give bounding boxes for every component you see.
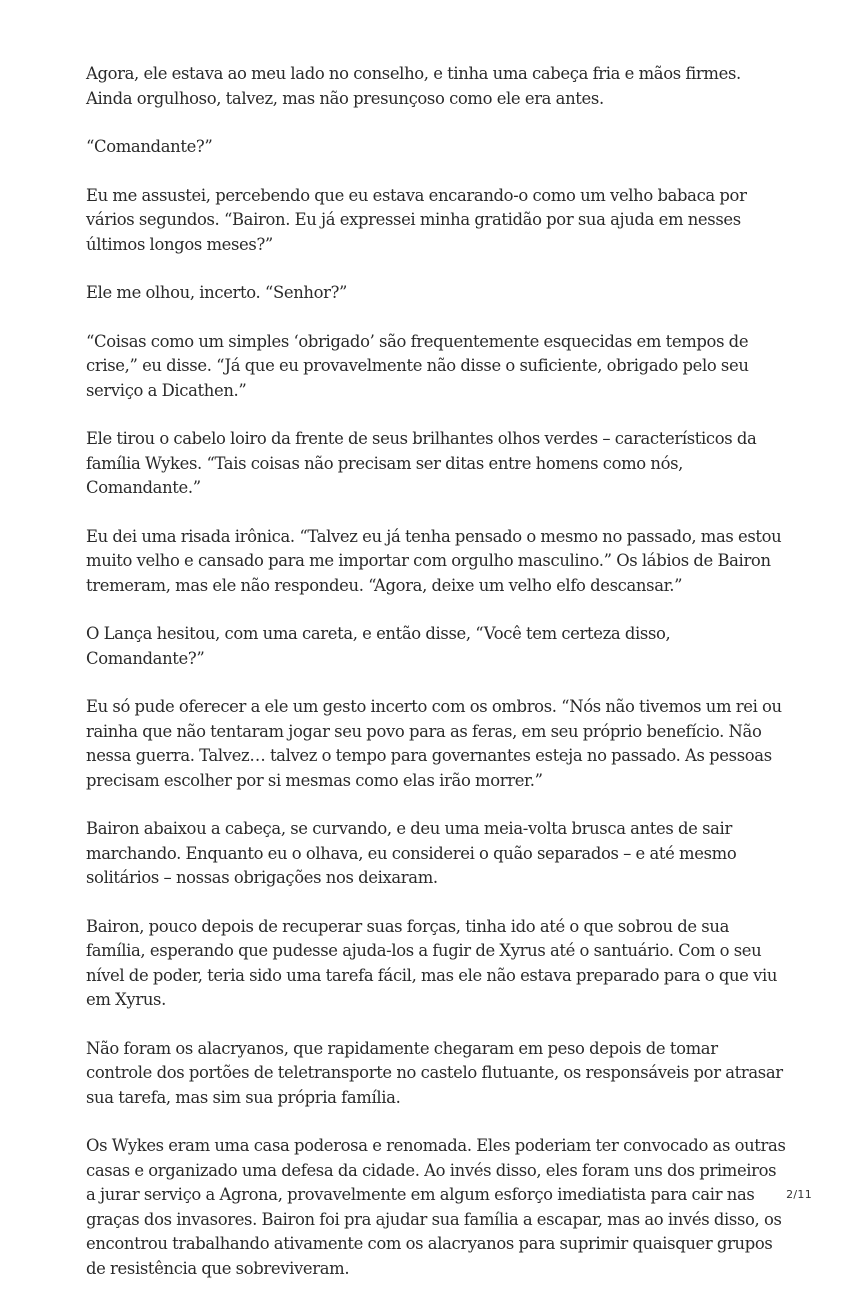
document-page: [86, 62, 786, 1305]
paragraph-7: Eu dei uma risada irônica. “Talvez eu já tenha pensado o mesmo no passado, mas estou muito velho e cansado para me importar com orgulho masculino.” Os lábios de Bairon tremeram, mas ele não respondeu. “Agora, deixe um velho elfo descansar.”: [86, 526, 782, 595]
paragraph-8: O Lança hesitou, com uma careta, e então disse, “Você tem certeza disso, Comandante?”: [86, 624, 671, 668]
paragraph-9: Eu só pude oferecer a ele um gesto incerto com os ombros. “Nós não tivemos um rei ou rainha que não tentaram jogar seu povo para as feras, em seu próprio benefício. Não nessa guerra. Talvez… talvez o tempo para governantes esteja no passado. As pessoas precisam escolher por si mesmas como elas irão morrer.”: [86, 697, 782, 790]
paragraph-12: Não foram os alacryanos, que rapidamente chegaram em peso depois de tomar controle dos portões de teletransporte no castelo flutuante, os responsáveis por atrasar sua tarefa, mas sim sua própria família.: [86, 1038, 783, 1107]
paragraph-2: “Comandante?”: [86, 137, 213, 156]
paragraph-1: Agora, ele estava ao meu lado no conselho, e tinha uma cabeça fria e mãos firmes. Ainda orgulhoso, talvez, mas não presunçoso como ele era antes.: [86, 64, 741, 108]
page-number: 2/11: [786, 1188, 812, 1201]
paragraph-6: Ele tirou o cabelo loiro da frente de seus brilhantes olhos verdes – característicos da família Wykes. “Tais coisas não precisam ser ditas entre homens como nós, Comandante.”: [86, 429, 757, 497]
paragraph-3: Eu me assustei, percebendo que eu estava encarando-o como um velho babaca por vários segundos. “Bairon. Eu já expressei minha gratidão por sua ajuda em nesses últimos longos meses?”: [86, 185, 747, 254]
paragraph-4: Ele me olhou, incerto. “Senhor?”: [86, 283, 348, 302]
paragraph-5: “Coisas como um simples ‘obrigado’ são frequentemente esquecidas em tempos de crise,” eu disse. “Já que eu provavelmente não disse o suficiente, obrigado pelo seu serviço a Dicathen.”: [86, 331, 749, 400]
paragraph-10: Bairon abaixou a cabeça, se curvando, e deu uma meia-volta brusca antes de sair marchando. Enquanto eu o olhava, eu considerei o quão separados – e até mesmo solitários – nossas obrigações nos deixaram.: [86, 819, 737, 887]
paragraph-13: Os Wykes eram uma casa poderosa e renomada. Eles poderiam ter convocado as outras casas e organizado uma defesa da cidade. Ao invés disso, eles foram uns dos primeiros a jurar serviço a Agrona, provavelmente em algum esforço imediatista para cair nas graças dos invasores. Bairon foi pra ajudar sua família a escapar, mas ao invés disso, os encontrou trabalhando ativamente com os alacryanos para suprimir quaisquer grupos de resistência que sobreviveram.: [86, 1136, 786, 1278]
paragraph-11: Bairon, pouco depois de recuperar suas forças, tinha ido até o que sobrou de sua família, esperando que pudesse ajuda-los a fugir de Xyrus até o santuário. Com o seu nível de poder, teria sido uma tarefa fácil, mas ele não estava preparado para o que viu em Xyrus.: [86, 916, 778, 1009]
